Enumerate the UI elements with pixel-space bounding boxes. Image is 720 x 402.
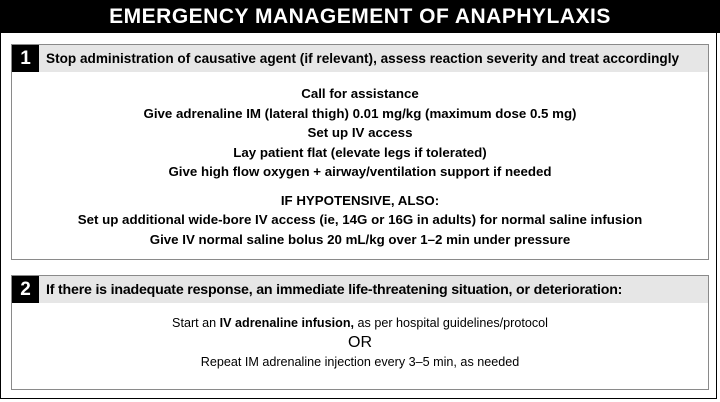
- option-a-prefix: Start an: [172, 316, 220, 330]
- step-1-box: [11, 44, 709, 260]
- document-title: [0, 0, 720, 33]
- title-text: EMERGENCY MANAGEMENT OF ANAPHYLAXIS: [109, 4, 611, 28]
- step-2-header: [12, 276, 708, 303]
- step-2-heading: If there is inadequate response, an immediate life-threatening situation, or deterioration:: [46, 281, 623, 298]
- step-1-heading: Stop administration of causative agent (if relevant), assess reaction severity and treat accordingly: [46, 51, 680, 66]
- step-2-body: [12, 303, 708, 372]
- action-item: Call for assistance: [301, 86, 419, 101]
- spacer: [12, 182, 708, 191]
- step-1-header: [12, 45, 708, 72]
- hypotensive-heading: IF HYPOTENSIVE, ALSO:: [280, 192, 440, 208]
- step-2-number: 2: [12, 276, 39, 303]
- step-1-body: [12, 72, 708, 249]
- step-2-box: [11, 275, 709, 390]
- option-a-suffix: as per hospital guidelines/protocol: [354, 316, 548, 330]
- step-1-number: 1: [12, 45, 39, 72]
- option-a: [12, 314, 708, 333]
- option-a-bold: IV adrenaline infusion,: [219, 316, 355, 330]
- action-item: Lay patient flat (elevate legs if tolerated): [233, 144, 487, 160]
- hypotensive-action: Set up additional wide-bore IV access (ie, 14G or 16G in adults) for normal saline infusion: [77, 212, 643, 227]
- option-b: Repeat IM adrenaline injection every 3–5 min, as needed: [200, 355, 520, 369]
- action-item: Set up IV access: [307, 125, 413, 140]
- hypotensive-action: Give IV normal saline bolus 20 mL/kg over 1–2 min under pressure: [149, 231, 571, 247]
- action-item: Give adrenaline IM (lateral thigh) 0.01 mg/kg (maximum dose 0.5 mg): [143, 105, 577, 121]
- action-item: Give high flow oxygen + airway/ventilation support if needed: [168, 164, 552, 179]
- or-label: OR: [348, 334, 372, 351]
